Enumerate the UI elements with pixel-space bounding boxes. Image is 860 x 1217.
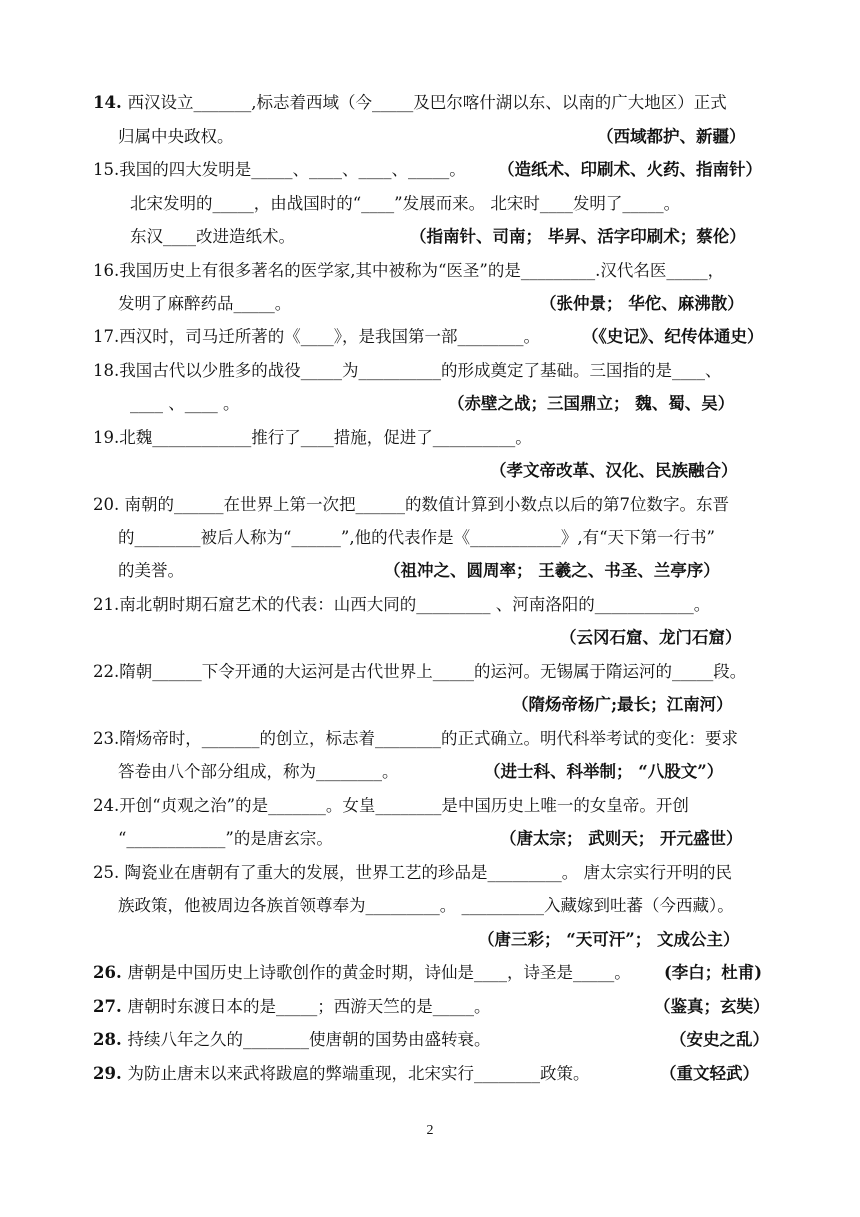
question-text: 东汉____改进造纸术。 — [130, 227, 295, 246]
question-number: 26. — [93, 963, 128, 982]
question-text: 18.我国古代以少胜多的战役_____为__________的形成奠定了基础。三国指的是____、 — [93, 361, 722, 380]
question-text: “____________”的是唐玄宗。 — [118, 829, 333, 848]
answer-text: （唐三彩； “天可汗”； 文成公主） — [478, 930, 740, 949]
text-line — [93, 427, 532, 449]
answer-text: （重文轻武） — [660, 1064, 759, 1083]
question-text: 唐朝是中国历史上诗歌创作的黄金时期，诗仙是____，诗圣是_____。 — [127, 963, 631, 982]
answer-text: （隋炀帝杨广;最长；江南河） — [512, 695, 733, 714]
text-line — [93, 494, 729, 516]
question-text: 持续八年之久的________使唐朝的国势由盛转衰。 — [127, 1030, 491, 1049]
text-line — [93, 159, 466, 181]
answer-text: （安史之乱） — [670, 1030, 769, 1049]
question-text: 17.西汉时，司马迁所著的《____》，是我国第一部________。 — [93, 327, 540, 346]
text-line — [130, 193, 680, 215]
text-line — [93, 962, 631, 984]
question-text: 22.隋朝______下令开通的大运河是古代世界上_____的运河。无锡属于隋运河的_____段。 — [93, 662, 747, 681]
text-line — [93, 594, 710, 616]
question-text: 19.北魏____________推行了____措施，促进了__________。 — [93, 428, 532, 447]
answer-text: （云冈石窟、龙门石窟） — [560, 628, 742, 647]
question-text: 发明了麻醉药品_____。 — [118, 294, 292, 313]
answer-text: （进士科、科举制； “八股文”） — [484, 762, 724, 781]
question-text: 16.我国历史上有很多著名的医学家,其中被称为“医圣”的是_________.汉代名医_____， — [93, 261, 725, 280]
answer-text: （指南针、司南； 毕昇、活字印刷术；蔡伦） — [410, 227, 746, 246]
text-line — [93, 661, 746, 683]
text-line — [93, 326, 540, 348]
question-text: 族政策，他被周边各族首领尊奉为_________。 __________入藏嫁到吐蕃（今西藏）。 — [118, 896, 734, 915]
text-line — [118, 761, 399, 783]
answer-text: （《史记》、纪传体通史） — [582, 327, 764, 346]
question-text: 24.开创“贞观之治”的是_______。女皇________是中国历史上唯一的女皇帝。开创 — [93, 796, 689, 815]
answer-text: （鉴真；玄奘） — [654, 997, 770, 1016]
text-line — [118, 828, 333, 850]
question-text: 25. 陶瓷业在唐朝有了重大的发展，世界工艺的珍品是_________。 唐太宗实行开明的民 — [93, 863, 732, 882]
text-line — [93, 1063, 589, 1085]
answer-text: （祖冲之、圆周率； 王羲之、书圣、兰亭序） — [384, 561, 720, 580]
text-line — [118, 527, 715, 549]
question-text: 答卷由八个部分组成，称为________。 — [118, 762, 399, 781]
text-line — [93, 92, 727, 114]
text-line — [93, 996, 490, 1018]
question-text: 北宋发明的_____，由战国时的“____”发展而来。 北宋时____发明了_____。 — [130, 194, 681, 213]
question-number: 27. — [93, 997, 128, 1016]
text-line — [93, 360, 722, 382]
answer-text: （赤壁之战；三国鼎立； 魏、蜀、吴） — [448, 394, 735, 413]
question-text: 20. 南朝的______在世界上第一次把______的数值计算到小数点以后的第7位数字。东晋 — [93, 495, 729, 514]
question-number: 14. — [93, 93, 128, 112]
answer-text: （造纸术、印刷术、火药、指南针） — [498, 160, 762, 179]
text-line — [93, 795, 689, 817]
text-line — [93, 260, 724, 282]
text-line — [130, 393, 240, 415]
page-number: 2 — [426, 1123, 434, 1138]
answer-text: （张仲景； 华佗、麻沸散） — [540, 294, 744, 313]
question-text: 的美誉。 — [118, 561, 184, 580]
question-text: 21.南北朝时期石窟艺术的代表：山西大同的_________ 、河南洛阳的____________。 — [93, 595, 711, 614]
question-text: 的________被后人称为“______”,他的代表作是《___________》,有“天下第一行书” — [118, 528, 715, 547]
answer-text: （西域都护、新疆） — [597, 127, 746, 146]
text-line — [130, 226, 295, 248]
text-line — [118, 895, 734, 917]
text-line — [93, 728, 738, 750]
question-number: 28. — [93, 1030, 128, 1049]
question-text: 23.隋炀帝时，_______的创立，标志着________的正式确立。明代科举考试的变化：要求 — [93, 729, 738, 748]
answer-text: （孝文帝改革、汉化、民族融合） — [490, 461, 738, 480]
question-text: 归属中央政权。 — [118, 127, 234, 146]
question-number: 29. — [93, 1064, 128, 1083]
question-text: 西汉设立_______,标志着西域（今_____及巴尔喀什湖以东、以南的广大地区）正式 — [127, 93, 727, 112]
text-line — [118, 560, 184, 582]
text-line — [93, 862, 732, 884]
question-text: 为防止唐末以来武将跋扈的弊端重现，北宋实行________政策。 — [127, 1064, 590, 1083]
text-line — [118, 126, 234, 148]
question-text: 15.我国的四大发明是_____、____、____、_____。 — [93, 160, 466, 179]
text-line — [118, 293, 291, 315]
question-text: 唐朝时东渡日本的是_____；西游天竺的是_____。 — [127, 997, 491, 1016]
text-line — [93, 1029, 490, 1051]
answer-text: (李白；杜甫) — [664, 963, 763, 982]
answer-text: （唐太宗； 武则天； 开元盛世） — [500, 829, 743, 848]
question-text: ____ 、____ 。 — [130, 394, 240, 413]
